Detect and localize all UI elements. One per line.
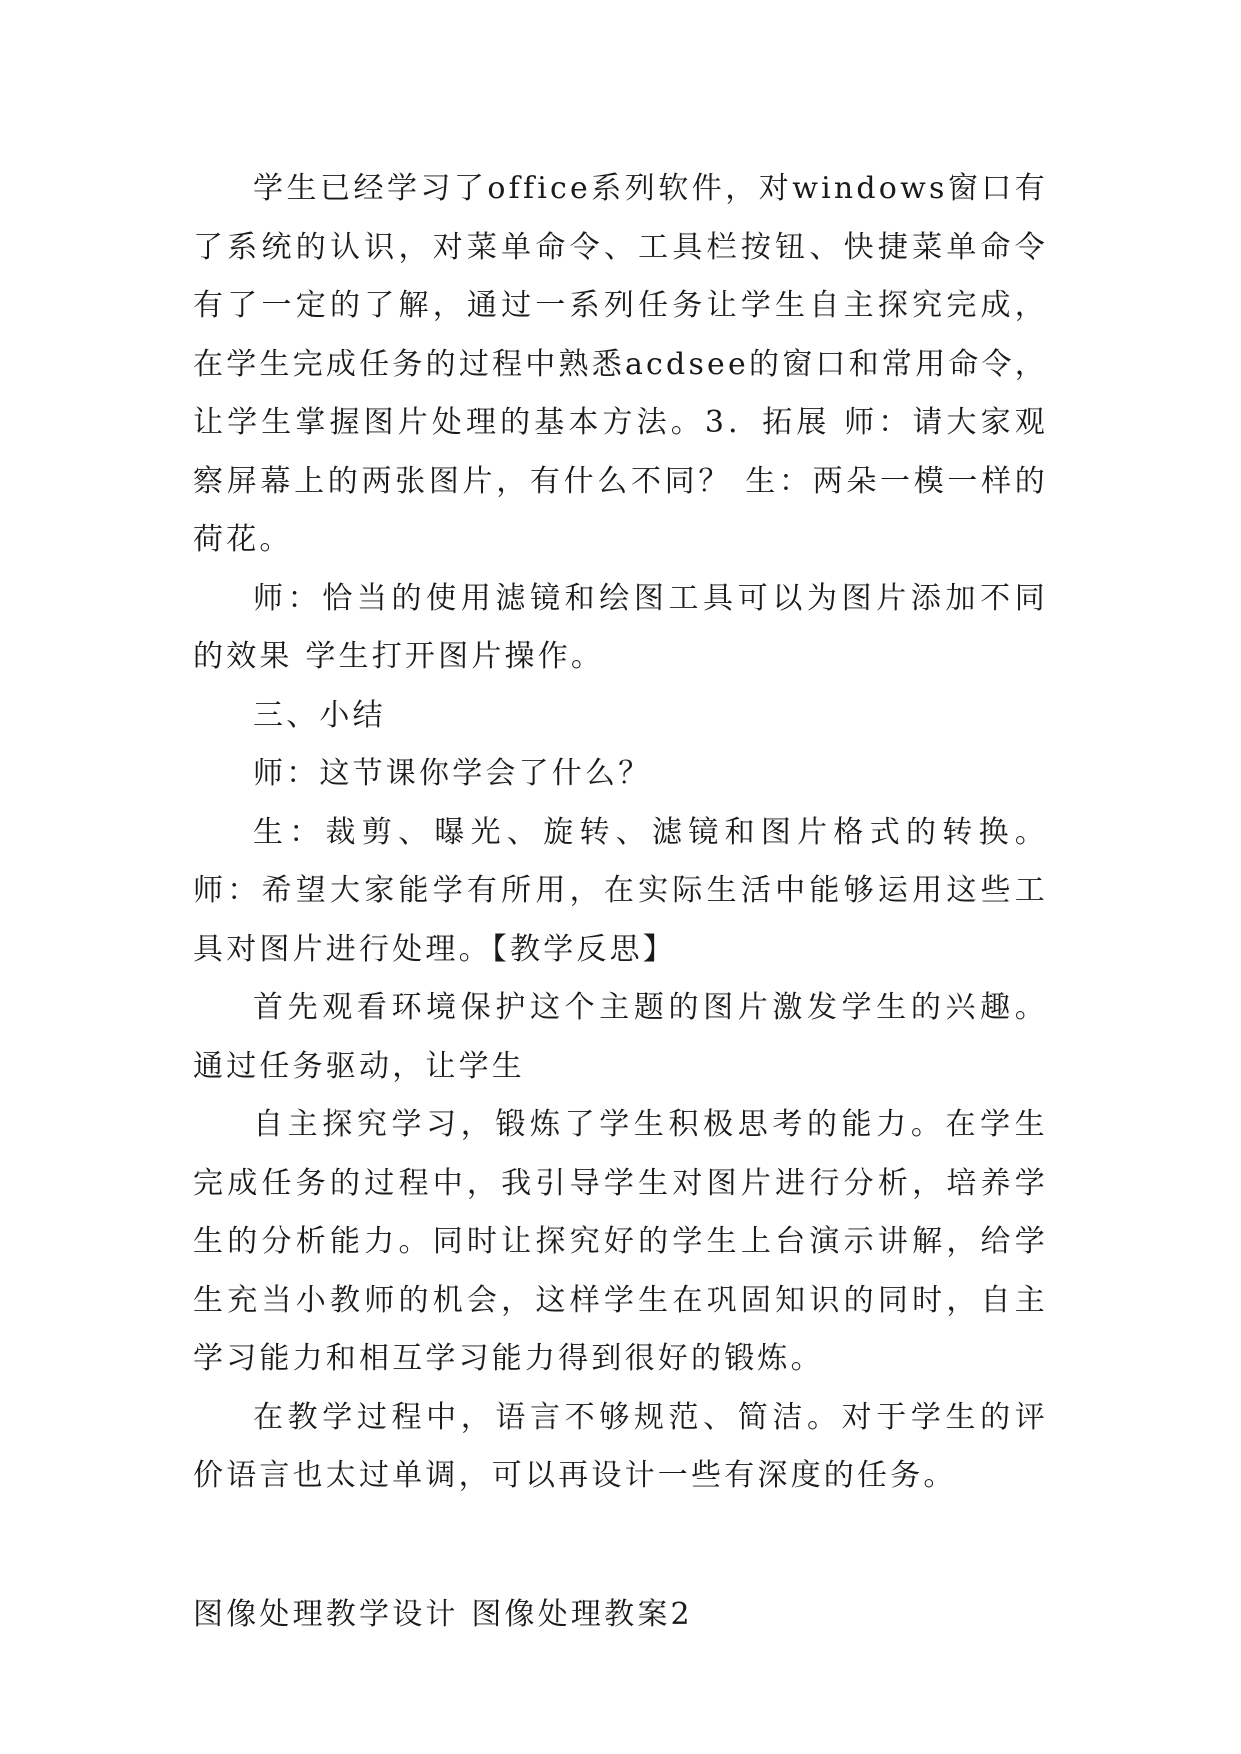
- paragraph-learner-analysis: 学生已经学习了office系列软件，对windows窗口有了系统的认识，对菜单命令、工具栏按钮、快捷菜单命令有了一定的了解，通过一系列任务让学生自主探究完成，在学生完成任务的过程中熟悉acdsee的窗口和常用命令，让学生掌握图片处理的基本方法。3．拓展 师：请大家观察屏幕上的两张图片，有什么不同？ 生：两朵一模一样的荷花。: [193, 171, 1048, 557]
- document-body: [193, 160, 1048, 1644]
- paragraph-filter-effects: 师：恰当的使用滤镜和绘图工具可以为图片添加不同的效果 学生打开图片操作。: [193, 580, 1048, 674]
- paragraph-reflection-intro: 首先观看环境保护这个主题的图片激发学生的兴趣。通过任务驱动，让学生: [193, 990, 1048, 1084]
- paragraph-reflection-body: 自主探究学习，锻炼了学生积极思考的能力。在学生完成任务的过程中，我引导学生对图片进行分析，培养学生的分析能力。同时让探究好的学生上台演示讲解，给学生充当小教师的机会，这样学生在巩固知识的同时，自主学习能力和相互学习能力得到很好的锻炼。: [193, 1107, 1048, 1376]
- paragraph-reflection-improvement: 在教学过程中，语言不够规范、简洁。对于学生的评价语言也太过单调，可以再设计一些有深度的任务。: [193, 1399, 1048, 1493]
- heading-summary: 三、小结: [253, 697, 386, 733]
- section-gap: [193, 1506, 1048, 1586]
- section-title: 图像处理教学设计 图像处理教案2: [193, 1596, 693, 1632]
- paragraph-teacher-question: 师：这节课你学会了什么？: [253, 756, 652, 791]
- paragraph-student-answer: 生：裁剪、曝光、旋转、滤镜和图片格式的转换。师：希望大家能学有所用，在实际生活中能够运用这些工具对图片进行处理。【教学反思】: [193, 814, 1048, 967]
